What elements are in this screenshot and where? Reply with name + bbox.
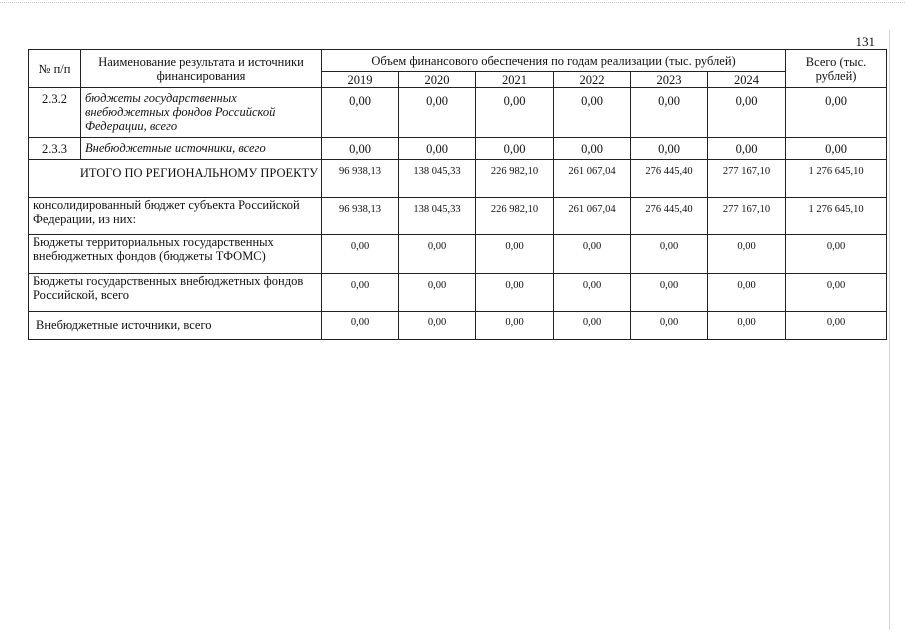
header-num: № п/п xyxy=(29,50,81,88)
cell-value: 0,00 xyxy=(322,312,399,340)
header-year: 2022 xyxy=(554,72,631,88)
cell-value: 0,00 xyxy=(476,235,554,274)
cell-total: 1 276 645,10 xyxy=(786,198,887,235)
cell-value: 96 938,13 xyxy=(322,198,399,235)
cell-value: 0,00 xyxy=(554,88,631,138)
row-name: Бюджеты территориальных государственных внебюджетных фондов (бюджеты ТФОМС) xyxy=(29,235,322,274)
cell-value: 277 167,10 xyxy=(708,160,786,198)
table-row xyxy=(29,198,887,235)
row-code: 2.3.2 xyxy=(29,88,81,138)
header-row xyxy=(29,50,887,72)
table-row xyxy=(29,235,887,274)
cell-value: 0,00 xyxy=(322,274,399,312)
cell-value: 0,00 xyxy=(322,138,399,160)
cell-value: 138 045,33 xyxy=(399,160,476,198)
cell-value: 226 982,10 xyxy=(476,160,554,198)
cell-value: 0,00 xyxy=(631,312,708,340)
cell-value: 276 445,40 xyxy=(631,198,708,235)
row-name: бюджеты государственных внебюджетных фондов Российской Федерации, всего xyxy=(81,88,322,138)
cell-value: 0,00 xyxy=(554,235,631,274)
cell-value: 0,00 xyxy=(322,88,399,138)
header-year: 2021 xyxy=(476,72,554,88)
table-row-total xyxy=(29,160,887,198)
cell-value: 0,00 xyxy=(708,138,786,160)
table-row xyxy=(29,274,887,312)
header-year: 2024 xyxy=(708,72,786,88)
row-name: Внебюджетные источники, всего xyxy=(29,312,322,340)
row-name: Бюджеты государственных внебюджетных фондов Российской, всего xyxy=(29,274,322,312)
header-year: 2020 xyxy=(399,72,476,88)
row-code: 2.3.3 xyxy=(29,138,81,160)
row-name: ИТОГО ПО РЕГИОНАЛЬНОМУ ПРОЕКТУ xyxy=(29,160,322,198)
cell-value: 0,00 xyxy=(708,312,786,340)
cell-value: 277 167,10 xyxy=(708,198,786,235)
cell-value: 0,00 xyxy=(631,88,708,138)
cell-value: 96 938,13 xyxy=(322,160,399,198)
cell-value: 0,00 xyxy=(322,235,399,274)
cell-value: 0,00 xyxy=(631,235,708,274)
header-year: 2023 xyxy=(631,72,708,88)
cell-value: 261 067,04 xyxy=(554,198,631,235)
cell-value: 0,00 xyxy=(631,274,708,312)
header-name: Наименование результата и источники финансирования xyxy=(81,50,322,88)
header-volume: Объем финансового обеспечения по годам реализации (тыс. рублей) xyxy=(322,50,786,72)
row-name: консолидированный бюджет субъекта Российской Федерации, из них: xyxy=(29,198,322,235)
cell-value: 0,00 xyxy=(399,274,476,312)
cell-value: 0,00 xyxy=(476,312,554,340)
cell-value: 0,00 xyxy=(476,138,554,160)
row-name: Внебюджетные источники, всего xyxy=(81,138,322,160)
cell-total: 0,00 xyxy=(786,312,887,340)
cell-value: 138 045,33 xyxy=(399,198,476,235)
page-number: 131 xyxy=(855,34,875,49)
cell-value: 0,00 xyxy=(399,88,476,138)
cell-value: 226 982,10 xyxy=(476,198,554,235)
cell-value: 0,00 xyxy=(554,274,631,312)
table-row xyxy=(29,88,887,138)
header-total: Всего (тыс. рублей) xyxy=(786,50,887,88)
cell-value: 0,00 xyxy=(708,235,786,274)
top-scan-line xyxy=(0,2,905,6)
cell-value: 0,00 xyxy=(631,138,708,160)
cell-value: 0,00 xyxy=(554,312,631,340)
table-row xyxy=(29,312,887,340)
cell-value: 0,00 xyxy=(554,138,631,160)
cell-value: 0,00 xyxy=(399,235,476,274)
cell-value: 276 445,40 xyxy=(631,160,708,198)
cell-value: 0,00 xyxy=(476,88,554,138)
cell-value: 0,00 xyxy=(708,274,786,312)
cell-value: 0,00 xyxy=(399,312,476,340)
cell-value: 0,00 xyxy=(399,138,476,160)
header-year: 2019 xyxy=(322,72,399,88)
table-row xyxy=(29,138,887,160)
right-scan-line xyxy=(889,30,890,630)
cell-total: 0,00 xyxy=(786,235,887,274)
cell-value: 0,00 xyxy=(476,274,554,312)
cell-total: 0,00 xyxy=(786,274,887,312)
cell-total: 0,00 xyxy=(786,138,887,160)
cell-total: 0,00 xyxy=(786,88,887,138)
cell-value: 261 067,04 xyxy=(554,160,631,198)
cell-total: 1 276 645,10 xyxy=(786,160,887,198)
cell-value: 0,00 xyxy=(708,88,786,138)
financing-table xyxy=(28,49,887,340)
